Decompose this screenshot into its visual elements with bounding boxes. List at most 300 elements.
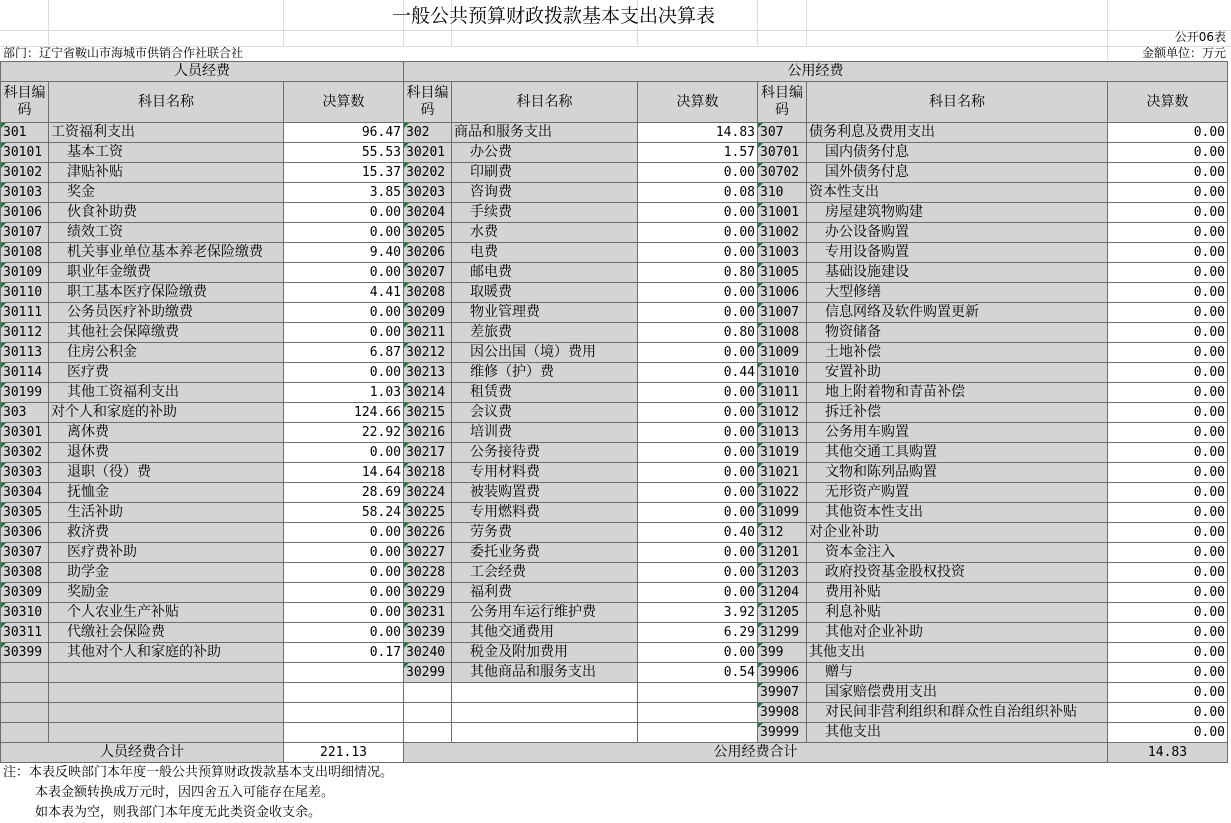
- public-name: [452, 723, 638, 743]
- table-row: [1, 643, 1228, 663]
- public-amount: 0.00: [638, 503, 758, 523]
- public-amount: 0.00: [1108, 383, 1228, 403]
- group-personnel: 人员经费: [1, 62, 404, 82]
- table-row: [1, 723, 1228, 743]
- personnel-amount: [284, 723, 404, 743]
- personnel-amount: 0.00: [284, 363, 404, 383]
- table-row: [1, 383, 1228, 403]
- personnel-amount: 22.92: [284, 423, 404, 443]
- personnel-amount: 0.00: [284, 223, 404, 243]
- table-row: [1, 463, 1228, 483]
- header-code: 科目编码: [1, 82, 49, 123]
- personnel-amount: [284, 663, 404, 683]
- public-name: 租赁费: [452, 383, 638, 403]
- public-code: 31201: [758, 543, 807, 563]
- personnel-code: 30306: [1, 523, 49, 543]
- personnel-name: 伙食补助费: [49, 203, 284, 223]
- public-name: 专用材料费: [452, 463, 638, 483]
- personnel-amount: 6.87: [284, 343, 404, 363]
- public-amount: 0.54: [638, 663, 758, 683]
- public-name: 委托业务费: [452, 543, 638, 563]
- personnel-name: 机关事业单位基本养老保险缴费: [49, 243, 284, 263]
- public-code: 30299: [404, 663, 452, 683]
- header-code: 科目编码: [404, 82, 452, 123]
- personnel-name: 其他社会保障缴费: [49, 323, 284, 343]
- public-amount: 0.00: [1108, 603, 1228, 623]
- public-code: 30208: [404, 283, 452, 303]
- public-amount: 0.00: [638, 643, 758, 663]
- public-amount: 0.00: [1108, 223, 1228, 243]
- public-code: 39906: [758, 663, 807, 683]
- public-amount: 0.00: [638, 463, 758, 483]
- personnel-amount: 58.24: [284, 503, 404, 523]
- header-name: 科目名称: [807, 82, 1108, 123]
- page-title: 一般公共预算财政拨款基本支出决算表: [391, 5, 715, 27]
- table-row: [1, 563, 1228, 583]
- public-code: 31013: [758, 423, 807, 443]
- notes: [3, 763, 393, 823]
- public-total-value: 14.83: [1108, 743, 1228, 763]
- personnel-name: 公务员医疗补助缴费: [49, 303, 284, 323]
- public-amount: 0.00: [638, 283, 758, 303]
- personnel-code: 30114: [1, 363, 49, 383]
- public-amount: 0.00: [638, 583, 758, 603]
- table-row: [1, 203, 1228, 223]
- table-row: [1, 423, 1228, 443]
- public-amount: 0.00: [1108, 723, 1228, 743]
- public-code: 31008: [758, 323, 807, 343]
- personnel-code: 30102: [1, 163, 49, 183]
- public-amount: 0.00: [1108, 663, 1228, 683]
- public-amount: 0.80: [638, 323, 758, 343]
- public-amount: 0.00: [1108, 683, 1228, 703]
- public-code: 30702: [758, 163, 807, 183]
- public-code: 30226: [404, 523, 452, 543]
- header-amount: 决算数: [284, 82, 404, 123]
- public-name: 对民间非营利组织和群众性自治组织补贴: [807, 703, 1108, 723]
- public-name: 赠与: [807, 663, 1108, 683]
- public-name: 对企业补助: [807, 523, 1108, 543]
- table-row: [1, 163, 1228, 183]
- note-line: 本表金额转换成万元时，因四舍五入可能存在尾差。: [35, 785, 335, 800]
- public-name: 公务用车购置: [807, 423, 1108, 443]
- table-row: [1, 443, 1228, 463]
- public-amount: 0.00: [638, 443, 758, 463]
- table-row: [1, 623, 1228, 643]
- public-amount: 0.00: [1108, 543, 1228, 563]
- public-code: 30225: [404, 503, 452, 523]
- public-code: 31099: [758, 503, 807, 523]
- public-amount: 0.00: [1108, 463, 1228, 483]
- personnel-code: 30307: [1, 543, 49, 563]
- public-name: 土地补偿: [807, 343, 1108, 363]
- public-code: 31203: [758, 563, 807, 583]
- personnel-code: 30311: [1, 623, 49, 643]
- public-code: 39907: [758, 683, 807, 703]
- public-code: 30212: [404, 343, 452, 363]
- public-amount: 0.00: [638, 163, 758, 183]
- table-row: [1, 283, 1228, 303]
- public-name: [452, 683, 638, 703]
- personnel-name: 津贴补贴: [49, 163, 284, 183]
- table-row: [1, 243, 1228, 263]
- public-name: 专用设备购置: [807, 243, 1108, 263]
- header-name: 科目名称: [49, 82, 284, 123]
- personnel-amount: 0.00: [284, 263, 404, 283]
- table-row: [1, 703, 1228, 723]
- table-row: [1, 503, 1228, 523]
- personnel-code: 30101: [1, 143, 49, 163]
- public-code: 30203: [404, 183, 452, 203]
- personnel-amount: [284, 683, 404, 703]
- expenditure-table: [0, 61, 1228, 763]
- personnel-name: [49, 663, 284, 683]
- public-name: 公务用车运行维护费: [452, 603, 638, 623]
- public-code: 30228: [404, 563, 452, 583]
- public-amount: 0.00: [1108, 423, 1228, 443]
- personnel-amount: 4.41: [284, 283, 404, 303]
- public-name: 拆迁补偿: [807, 403, 1108, 423]
- form-number: 公开06表: [1174, 30, 1226, 44]
- public-amount: 0.00: [1108, 303, 1228, 323]
- public-name: 房屋建筑物购建: [807, 203, 1108, 223]
- public-amount: 0.00: [638, 383, 758, 403]
- personnel-code: 301: [1, 123, 49, 143]
- personnel-name: 退休费: [49, 443, 284, 463]
- public-amount: 3.92: [638, 603, 758, 623]
- public-amount: 0.00: [1108, 703, 1228, 723]
- personnel-amount: 1.03: [284, 383, 404, 403]
- personnel-code: 30199: [1, 383, 49, 403]
- public-code: 31009: [758, 343, 807, 363]
- personnel-amount: 0.17: [284, 643, 404, 663]
- personnel-name: 基本工资: [49, 143, 284, 163]
- public-name: 印刷费: [452, 163, 638, 183]
- public-name: 其他交通费用: [452, 623, 638, 643]
- public-name: 安置补助: [807, 363, 1108, 383]
- public-amount: 0.00: [1108, 563, 1228, 583]
- public-code: 30207: [404, 263, 452, 283]
- public-name: 取暖费: [452, 283, 638, 303]
- table-row: [1, 603, 1228, 623]
- public-name: 咨询费: [452, 183, 638, 203]
- public-name: 差旅费: [452, 323, 638, 343]
- personnel-amount: 28.69: [284, 483, 404, 503]
- public-amount: 0.00: [638, 223, 758, 243]
- public-name: 债务利息及费用支出: [807, 123, 1108, 143]
- public-name: 费用补贴: [807, 583, 1108, 603]
- public-name: 资本金注入: [807, 543, 1108, 563]
- public-name: 被装购置费: [452, 483, 638, 503]
- public-code: 31010: [758, 363, 807, 383]
- public-name: 其他商品和服务支出: [452, 663, 638, 683]
- personnel-code: 303: [1, 403, 49, 423]
- public-name: 其他支出: [807, 723, 1108, 743]
- public-code: 30202: [404, 163, 452, 183]
- personnel-amount: 9.40: [284, 243, 404, 263]
- public-code: 31007: [758, 303, 807, 323]
- personnel-name: 抚恤金: [49, 483, 284, 503]
- personnel-code: 30106: [1, 203, 49, 223]
- public-amount: 0.00: [1108, 263, 1228, 283]
- public-amount: 0.00: [1108, 583, 1228, 603]
- public-code: 31019: [758, 443, 807, 463]
- table-row: [1, 523, 1228, 543]
- personnel-amount: 0.00: [284, 443, 404, 463]
- public-amount: 0.00: [638, 403, 758, 423]
- table-row: [1, 363, 1228, 383]
- personnel-amount: 0.00: [284, 603, 404, 623]
- table-row: [1, 483, 1228, 503]
- amount-unit: 金额单位：万元: [1141, 46, 1226, 60]
- public-code: 30215: [404, 403, 452, 423]
- public-name: 大型修缮: [807, 283, 1108, 303]
- public-name: 因公出国（境）费用: [452, 343, 638, 363]
- personnel-code: 30302: [1, 443, 49, 463]
- table-row: [1, 263, 1228, 283]
- public-code: 31205: [758, 603, 807, 623]
- personnel-name: 退职（役）费: [49, 463, 284, 483]
- personnel-amount: 96.47: [284, 123, 404, 143]
- public-name: 手续费: [452, 203, 638, 223]
- public-code: 31003: [758, 243, 807, 263]
- public-name: 会议费: [452, 403, 638, 423]
- public-name: 其他资本性支出: [807, 503, 1108, 523]
- table-row: [1, 303, 1228, 323]
- public-code: 30218: [404, 463, 452, 483]
- public-name: 信息网络及软件购置更新: [807, 303, 1108, 323]
- public-amount: [638, 683, 758, 703]
- public-code: 31001: [758, 203, 807, 223]
- personnel-code: [1, 663, 49, 683]
- personnel-code: 30399: [1, 643, 49, 663]
- public-name: 物资储备: [807, 323, 1108, 343]
- public-amount: 1.57: [638, 143, 758, 163]
- personnel-name: 医疗费: [49, 363, 284, 383]
- personnel-code: 30303: [1, 463, 49, 483]
- public-amount: 0.44: [638, 363, 758, 383]
- personnel-amount: 0.00: [284, 563, 404, 583]
- personnel-name: 对个人和家庭的补助: [49, 403, 284, 423]
- personnel-amount: 15.37: [284, 163, 404, 183]
- public-code: 30216: [404, 423, 452, 443]
- public-name: 办公设备购置: [807, 223, 1108, 243]
- public-name: 培训费: [452, 423, 638, 443]
- public-code: 31204: [758, 583, 807, 603]
- public-amount: 0.00: [1108, 123, 1228, 143]
- personnel-code: 30112: [1, 323, 49, 343]
- public-name: 国家赔偿费用支出: [807, 683, 1108, 703]
- public-name: 邮电费: [452, 263, 638, 283]
- public-code: [404, 683, 452, 703]
- public-code: 30214: [404, 383, 452, 403]
- public-amount: 0.00: [1108, 363, 1228, 383]
- public-name: 维修（护）费: [452, 363, 638, 383]
- public-amount: 0.00: [638, 563, 758, 583]
- personnel-name: 医疗费补助: [49, 543, 284, 563]
- public-amount: 0.00: [1108, 323, 1228, 343]
- table-row: [1, 583, 1228, 603]
- public-name: 政府投资基金股权投资: [807, 563, 1108, 583]
- public-name: 地上附着物和青苗补偿: [807, 383, 1108, 403]
- public-code: [404, 723, 452, 743]
- public-name: 利息补贴: [807, 603, 1108, 623]
- public-name: 劳务费: [452, 523, 638, 543]
- personnel-name: 生活补助: [49, 503, 284, 523]
- personnel-code: 30107: [1, 223, 49, 243]
- personnel-code: 30310: [1, 603, 49, 623]
- public-code: 307: [758, 123, 807, 143]
- public-code: 30213: [404, 363, 452, 383]
- public-amount: 0.00: [638, 203, 758, 223]
- personnel-total-value: 221.13: [284, 743, 404, 763]
- public-amount: 0.00: [638, 423, 758, 443]
- public-name: 其他交通工具购置: [807, 443, 1108, 463]
- header-amount: 决算数: [638, 82, 758, 123]
- public-code: 39908: [758, 703, 807, 723]
- table-row: [1, 323, 1228, 343]
- public-amount: 0.00: [638, 343, 758, 363]
- public-amount: 14.83: [638, 123, 758, 143]
- personnel-code: 30109: [1, 263, 49, 283]
- public-code: 312: [758, 523, 807, 543]
- public-code: 310: [758, 183, 807, 203]
- personnel-code: 30304: [1, 483, 49, 503]
- public-name: 资本性支出: [807, 183, 1108, 203]
- personnel-code: 30301: [1, 423, 49, 443]
- public-amount: 0.00: [1108, 443, 1228, 463]
- personnel-name: [49, 723, 284, 743]
- public-name: 水费: [452, 223, 638, 243]
- personnel-amount: 0.00: [284, 203, 404, 223]
- public-code: 30224: [404, 483, 452, 503]
- public-amount: 0.00: [638, 303, 758, 323]
- public-name: [452, 703, 638, 723]
- public-code: 30231: [404, 603, 452, 623]
- personnel-name: 奖励金: [49, 583, 284, 603]
- public-code: 30211: [404, 323, 452, 343]
- public-amount: 0.00: [638, 483, 758, 503]
- personnel-code: 30309: [1, 583, 49, 603]
- public-code: 30209: [404, 303, 452, 323]
- public-code: 31006: [758, 283, 807, 303]
- table-row: [1, 403, 1228, 423]
- public-amount: 0.00: [1108, 243, 1228, 263]
- group-public: 公用经费: [404, 62, 1228, 82]
- personnel-name: [49, 683, 284, 703]
- header-code: 科目编码: [758, 82, 807, 123]
- personnel-name: 工资福利支出: [49, 123, 284, 143]
- personnel-amount: 55.53: [284, 143, 404, 163]
- public-code: 31002: [758, 223, 807, 243]
- personnel-code: 30113: [1, 343, 49, 363]
- personnel-name: 职工基本医疗保险缴费: [49, 283, 284, 303]
- note-line: 注：本表反映部门本年度一般公共预算财政拨款基本支出明细情况。: [3, 765, 394, 780]
- public-total-label: 公用经费合计: [404, 743, 1108, 763]
- personnel-amount: 14.64: [284, 463, 404, 483]
- personnel-code: [1, 703, 49, 723]
- public-amount: 0.00: [1108, 183, 1228, 203]
- public-code: 31011: [758, 383, 807, 403]
- public-name: 物业管理费: [452, 303, 638, 323]
- personnel-total-label: 人员经费合计: [1, 743, 284, 763]
- personnel-amount: 124.66: [284, 403, 404, 423]
- public-amount: 0.00: [1108, 503, 1228, 523]
- personnel-code: [1, 723, 49, 743]
- public-amount: 0.00: [1108, 523, 1228, 543]
- public-name: 其他对企业补助: [807, 623, 1108, 643]
- personnel-amount: 0.00: [284, 543, 404, 563]
- table-row: [1, 123, 1228, 143]
- personnel-code: 30308: [1, 563, 49, 583]
- public-amount: 6.29: [638, 623, 758, 643]
- public-name: 办公费: [452, 143, 638, 163]
- public-code: 31012: [758, 403, 807, 423]
- public-code: 31299: [758, 623, 807, 643]
- public-amount: 0.80: [638, 263, 758, 283]
- public-amount: 0.00: [1108, 163, 1228, 183]
- personnel-amount: 0.00: [284, 323, 404, 343]
- personnel-code: 30103: [1, 183, 49, 203]
- header-name: 科目名称: [452, 82, 638, 123]
- public-code: 30240: [404, 643, 452, 663]
- personnel-amount: 0.00: [284, 623, 404, 643]
- table-row: [1, 543, 1228, 563]
- public-code: 30229: [404, 583, 452, 603]
- public-amount: 0.00: [1108, 483, 1228, 503]
- personnel-name: 其他工资福利支出: [49, 383, 284, 403]
- personnel-name: 绩效工资: [49, 223, 284, 243]
- personnel-name: 奖金: [49, 183, 284, 203]
- public-code: 30204: [404, 203, 452, 223]
- public-amount: 0.00: [1108, 343, 1228, 363]
- public-name: 税金及附加费用: [452, 643, 638, 663]
- table-row: [1, 143, 1228, 163]
- public-name: 基础设施建设: [807, 263, 1108, 283]
- note-line: 如本表为空，则我部门本年度无此类资金收支余。: [35, 805, 322, 820]
- personnel-amount: 3.85: [284, 183, 404, 203]
- public-name: 公务接待费: [452, 443, 638, 463]
- personnel-name: 代缴社会保险费: [49, 623, 284, 643]
- public-name: 国外债务付息: [807, 163, 1108, 183]
- public-amount: 0.00: [638, 543, 758, 563]
- public-name: 专用燃料费: [452, 503, 638, 523]
- public-name: 商品和服务支出: [452, 123, 638, 143]
- public-code: 30239: [404, 623, 452, 643]
- personnel-code: 30110: [1, 283, 49, 303]
- personnel-name: 其他对个人和家庭的补助: [49, 643, 284, 663]
- public-name: 福利费: [452, 583, 638, 603]
- public-code: 39999: [758, 723, 807, 743]
- public-code: [404, 703, 452, 723]
- public-code: 30701: [758, 143, 807, 163]
- personnel-name: 救济费: [49, 523, 284, 543]
- public-amount: 0.40: [638, 523, 758, 543]
- public-code: 302: [404, 123, 452, 143]
- public-amount: [638, 723, 758, 743]
- personnel-code: 30108: [1, 243, 49, 263]
- personnel-code: [1, 683, 49, 703]
- personnel-amount: 0.00: [284, 303, 404, 323]
- table-row: [1, 343, 1228, 363]
- personnel-name: 职业年金缴费: [49, 263, 284, 283]
- table-row: [1, 223, 1228, 243]
- public-amount: 0.08: [638, 183, 758, 203]
- public-code: 30201: [404, 143, 452, 163]
- public-code: 31021: [758, 463, 807, 483]
- public-code: 30217: [404, 443, 452, 463]
- personnel-amount: 0.00: [284, 523, 404, 543]
